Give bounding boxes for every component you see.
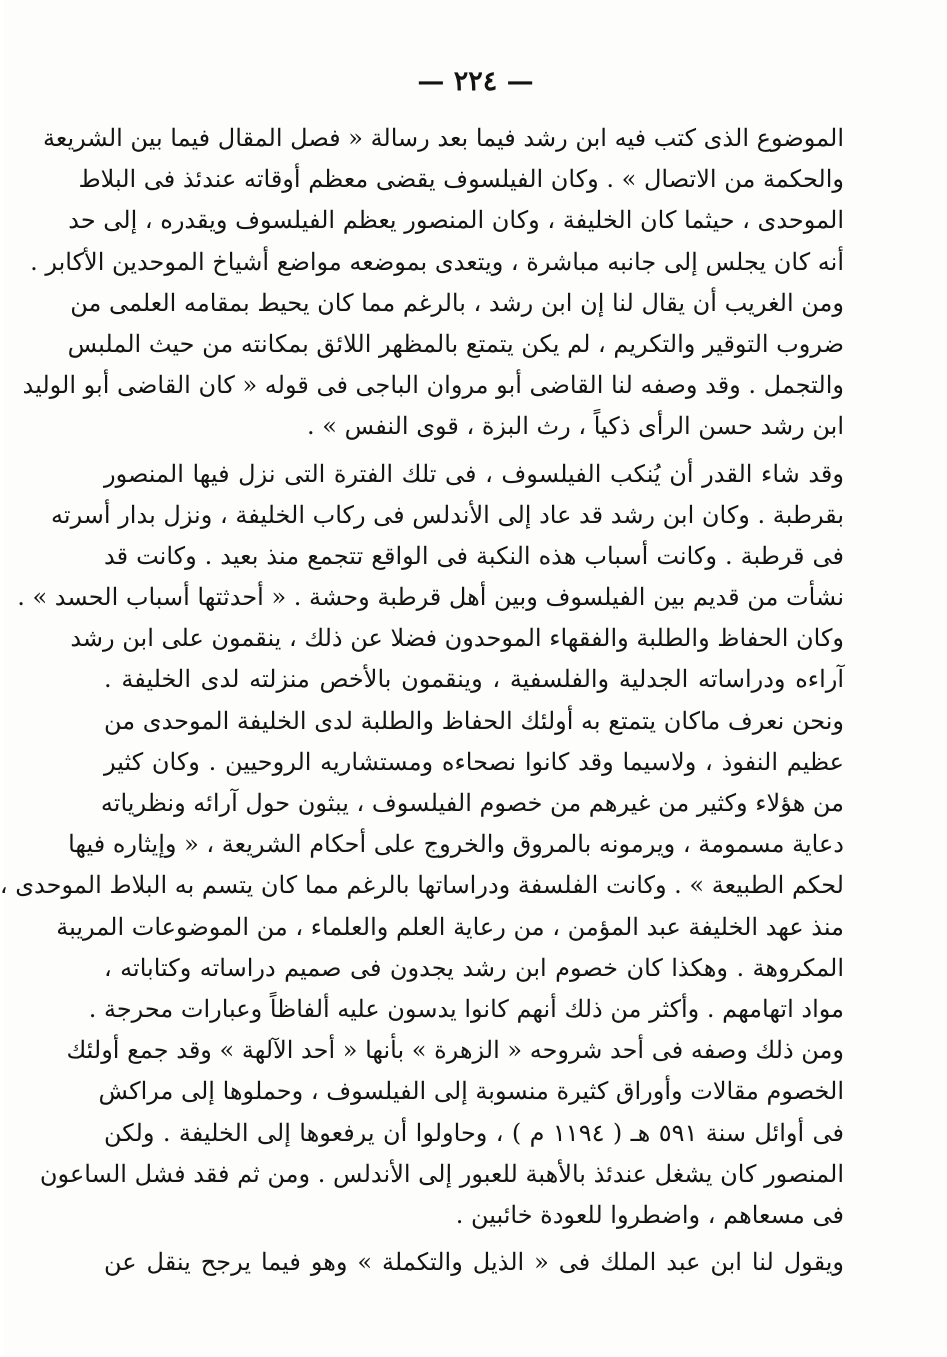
text-line: لحكم الطبيعة » . وكانت الفلسفة ودراساتها بالرغم مما كان يتسم به البلاط الموحدى ، — [0, 871, 844, 900]
body-text — [0, 118, 844, 1283]
text-line: والحكمة من الاتصال » . وكان الفيلسوف يقضى معظم أوقاته عندئذ فى البلاط — [78, 165, 844, 194]
text-line: ومن ذلك وصفه فى أحد شروحه « الزهرة » بأنها « أحد الآلهة » وقد جمع أولئك — [66, 1036, 844, 1065]
text-line: الموضوع الذى كتب فيه ابن رشد فيما بعد رسالة « فصل المقال فيما بين الشريعة — [43, 124, 844, 152]
text-line: الموحدى ، حيثما كان الخليفة ، وكان المنصور يعظم الفيلسوف ويقدره ، إلى حد — [68, 206, 844, 235]
text-line: وكان الحفاظ والطلبة والفقهاء الموحدون فضلا عن ذلك ، ينقمون على ابن رشد — [70, 624, 844, 653]
paragraph-2 — [0, 454, 844, 1237]
text-line: الخصوم مقالات وأوراق كثيرة منسوبة إلى الفيلسوف ، وحملوها إلى مراكش — [98, 1077, 844, 1106]
text-line: ابن رشد حسن الرأى ذكياً ، رث البزة ، قوى النفس » . — [307, 412, 844, 441]
text-line: مواد اتهامهم . وأكثر من ذلك أنهم كانوا يدسون عليه ألفاظاً وعبارات محرجة . — [88, 994, 844, 1023]
text-line: منذ عهد الخليفة عبد المؤمن ، من رعاية العلم والعلماء ، من الموضوعات المريبة — [56, 912, 844, 941]
text-line: ومن الغريب أن يقال لنا إن ابن رشد ، بالرغم مما كان يحيط بمقامه العلمى من — [70, 288, 844, 317]
text-line: ويقول لنا ابن عبد الملك فى « الذيل والتكملة » وهو فيما يرجح ينقل عن — [104, 1248, 844, 1277]
text-line: فى أوائل سنة ٥٩١ هـ ( ١١٩٤ م ) ، وحاولوا أن يرفعوها إلى الخليفة . ولكن — [104, 1118, 844, 1147]
text-line: فى مسعاهم ، واضطروا للعودة خائبين . — [455, 1200, 844, 1229]
text-line: المنصور كان يشغل عندئذ بالأهبة للعبور إلى الأندلس . ومن ثم فقد فشل الساعون — [39, 1159, 844, 1188]
text-line: أنه كان يجلس إلى جانبه مباشرة ، ويتعدى بموضعه مواضع أشياخ الموحدين الأكابر . — [30, 247, 844, 276]
text-line: دعاية مسمومة ، ويرمونه بالمروق والخروج على أحكام الشريعة ، « وإيثاره فيها — [68, 830, 844, 859]
text-line: والتجمل . وقد وصفه لنا القاضى أبو مروان الباجى فى قوله « كان القاضى أبو الوليد — [22, 371, 844, 400]
page-number: — ٢٢٤ — — [417, 66, 534, 97]
text-line: وقد شاء القدر أن يُنكب الفيلسوف ، فى تلك الفترة التى نزل فيها المنصور — [104, 459, 844, 488]
text-line: آراءه ودراساته الجدلية والفلسفية ، وينقمون بالأخص منزلته لدى الخليفة . — [104, 665, 844, 694]
text-line: بقرطبة . وكان ابن رشد قد عاد إلى الأندلس فى ركاب الخليفة ، ونزل بدار أسرته — [51, 500, 844, 529]
text-line: المكروهة . وهكذا كان خصوم ابن رشد يجدون فى صميم دراساته وكتاباته ، — [104, 953, 844, 982]
text-line: نشأت من قديم بين الفيلسوف وبين أهل قرطبة وحشة . « أحدثتها أسباب الحسد » . — [17, 583, 844, 612]
paragraph-3 — [104, 1242, 844, 1283]
text-line: ونحن نعرف ماكان يتمتع به أولئك الحفاظ والطلبة لدى الخليفة الموحدى من — [104, 706, 844, 735]
paragraph-1 — [22, 118, 844, 448]
text-line: ضروب التوقير والتكريم ، لم يكن يتمتع بالمظهر اللائق بمكانته من حيث الملبس — [67, 329, 844, 358]
text-line: من هؤلاء وكثير من غيرهم من خصوم الفيلسوف ، يبثون حول آرائه ونظرياته — [100, 789, 844, 817]
text-line: عظيم النفوذ ، ولاسيما وقد كانوا نصحاءه ومستشاريه الروحيين . وكان كثير — [104, 747, 844, 776]
text-line: فى قرطبة . وكانت أسباب هذه النكبة فى الواقع تتجمع منذ بعيد . وكانت قد — [104, 541, 844, 570]
